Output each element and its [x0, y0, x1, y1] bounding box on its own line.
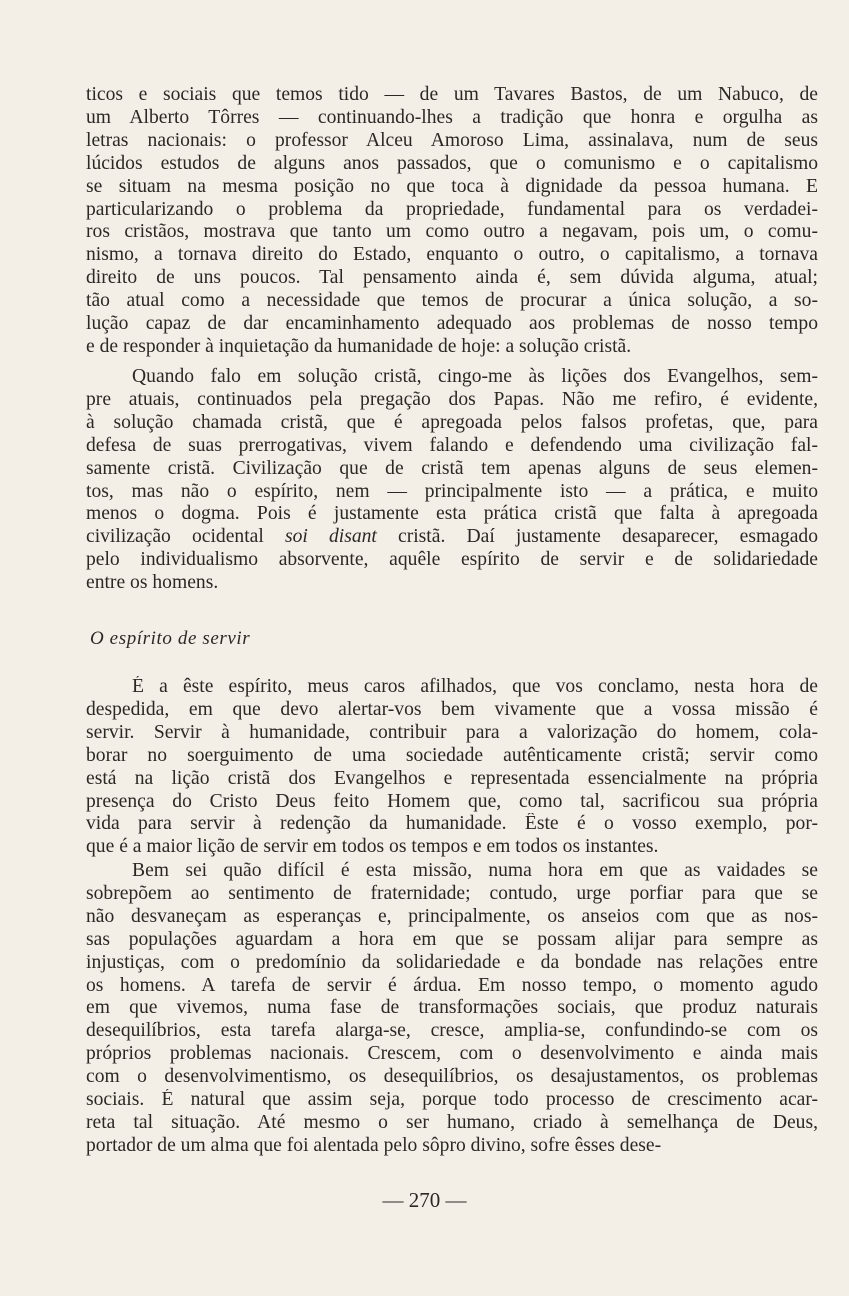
paragraph-1 — [86, 84, 818, 359]
text-line: letras nacionais: o professor Alceu Amoroso Lima, assinalava, num de seus — [86, 129, 818, 151]
text-line: sas populações aguardam a hora em que se possam alijar para sempre as — [86, 928, 818, 950]
text-line: portador de um alma que foi alentada pelo sôpro divino, sofre êsses dese- — [86, 1134, 662, 1156]
paragraph-2 — [86, 366, 818, 595]
text-line: lúcidos estudos de alguns anos passados, que o comunismo e o capitalismo — [86, 152, 818, 174]
text-line: nismo, a tornava direito do Estado, enquanto o outro, o capitalismo, a tornava — [86, 244, 818, 266]
text-line: sobrepõem ao sentimento de fraternidade; contudo, urge porfiar para que se — [86, 882, 818, 904]
text-line: reta tal situação. Até mesmo o ser humano, criado à semelhança de Deus, — [86, 1111, 818, 1133]
text-line: particularizando o problema da propriedade, fundamental para os verdadei- — [86, 198, 818, 220]
text-line: servir. Servir à humanidade, contribuir para a valorização do homem, cola- — [86, 721, 818, 743]
text-line: borar no soerguimento de uma sociedade autênticamente cristã; servir como — [86, 744, 818, 766]
text-line: menos o dogma. Pois é justamente esta prática cristã que falta à apregoada — [86, 503, 818, 525]
text-line: e de responder à inquietação da humanidade de hoje: a solução cristã. — [86, 335, 632, 357]
text-line: os homens. A tarefa de servir é árdua. Em nosso tempo, o momento agudo — [86, 974, 818, 996]
text-line: se situam na mesma posição no que toca à dignidade da pessoa humana. E — [86, 175, 818, 197]
text-line: desequilíbrios, esta tarefa alarga-se, cresce, amplia-se, confundindo-se com os — [86, 1020, 818, 1042]
text-line: com o desenvolvimentismo, os desequilíbrios, os desajustamentos, os problemas — [86, 1066, 818, 1088]
text-line: pelo individualismo absorvente, aquêle espírito de servir e de solidariedade — [86, 549, 818, 571]
text-line: que é a maior lição de servir em todos os tempos e em todos os instantes. — [86, 836, 659, 858]
text-line: tão atual como a necessidade que temos de procurar a única solução, a so- — [86, 290, 818, 312]
text-line: não desvaneçam as esperanças e, principalmente, os anseios com que as nos- — [86, 905, 818, 927]
text-line: pre atuais, continuados pela pregação dos Papas. Não me refiro, é evidente, — [86, 388, 818, 410]
text-line: em que vivemos, numa fase de transformações sociais, que produz naturais — [86, 997, 818, 1019]
text-line: vida para servir à redenção da humanidade. Êste é o vosso exemplo, por- — [86, 813, 818, 835]
paragraph-4 — [86, 860, 818, 1158]
text-line: direito de uns poucos. Tal pensamento ainda é, sem dúvida alguma, atual; — [86, 267, 818, 289]
text-line: injustiças, com o predomínio da solidariedade e da bondade nas relações entre — [86, 951, 818, 973]
text-line: lução capaz de dar encaminhamento adequado aos problemas de nosso tempo — [86, 313, 818, 335]
text-line: defesa de suas prerrogativas, vivem falando e defendendo uma civilização fal- — [86, 434, 818, 456]
text-line: presença do Cristo Deus feito Homem que, como tal, sacrificou sua própria — [86, 790, 818, 812]
paragraph-3 — [86, 676, 818, 859]
text-line: tos, mas não o espírito, nem — principalmente isto — a prática, e muito — [86, 480, 818, 502]
text-line: Bem sei quão difícil é esta missão, numa hora em que as vaidades se — [132, 860, 818, 881]
section-heading: O espírito de servir — [90, 628, 251, 649]
text-line: samente cristã. Civilização que de cristã tem apenas alguns de seus elemen- — [86, 457, 818, 479]
text-line: próprios problemas nacionais. Crescem, com o desenvolvimento e ainda mais — [86, 1043, 818, 1065]
text-line: civilização ocidental soi disant cristã. Daí justamente desaparecer, esmagado — [86, 526, 818, 548]
text-line: um Alberto Tôrres — continuando-lhes a tradição que honra e orgulha as — [86, 106, 818, 128]
page-number: — 270 — — [382, 1188, 467, 1212]
text-line: É a êste espírito, meus caros afilhados, que vos conclamo, nesta hora de — [132, 676, 818, 697]
text-line: Quando falo em solução cristã, cingo-me às lições dos Evangelhos, sem- — [132, 366, 818, 387]
text-line: sociais. É natural que assim seja, porque todo processo de crescimento acar- — [86, 1089, 818, 1111]
text-line: ticos e sociais que temos tido — de um Tavares Bastos, de um Nabuco, de — [86, 84, 818, 105]
text-line: ros cristãos, mostrava que tanto um como outro a negavam, pois um, o comu- — [86, 221, 818, 243]
text-line: entre os homens. — [86, 572, 219, 594]
text-line: despedida, em que devo alertar-vos bem vivamente que a vossa missão é — [86, 698, 818, 720]
text-line: à solução chamada cristã, que é apregoada pelos falsos profetas, que, para — [86, 411, 818, 433]
text-line: está na lição cristã dos Evangelhos e representada essencialmente na própria — [86, 767, 818, 789]
